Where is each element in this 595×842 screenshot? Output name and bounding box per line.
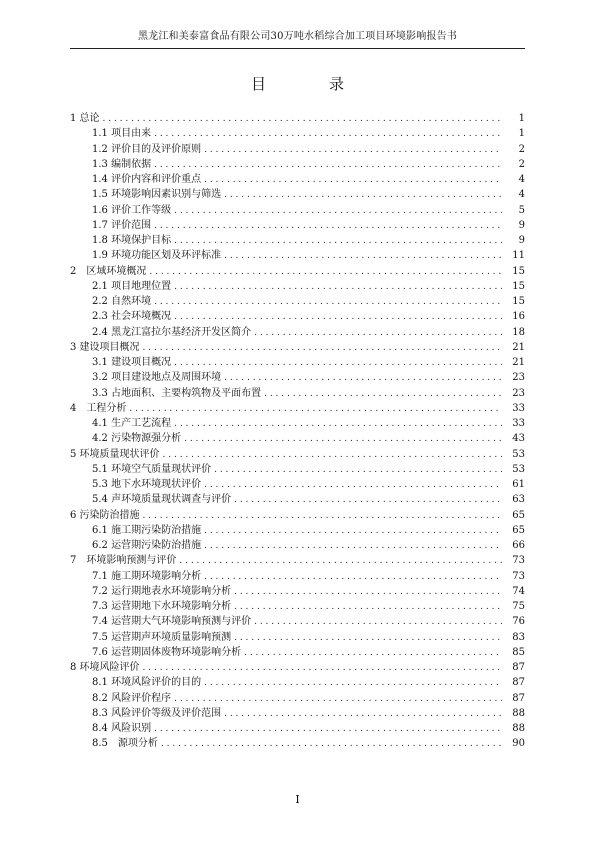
toc-section-entry[interactable] bbox=[70, 416, 525, 431]
toc-dot-leader bbox=[174, 417, 502, 431]
toc-chapter-entry[interactable] bbox=[70, 340, 525, 355]
toc-entry-label: 2.3 社会环境概况 bbox=[92, 311, 172, 323]
toc-entry-page: 23 bbox=[512, 372, 525, 384]
toc-entry-label: 7.5 运营期声环境质量影响预测 bbox=[92, 631, 232, 643]
toc-entry-label: 6.2 运营期污染防治措施 bbox=[92, 540, 202, 551]
toc-entry-page: 87 bbox=[512, 662, 525, 673]
toc-entry-page: 15 bbox=[512, 280, 525, 292]
toc-entry-label: 4 工程分析 bbox=[70, 402, 127, 414]
toc-dot-leader bbox=[179, 554, 502, 568]
toc-section-entry[interactable] bbox=[70, 706, 525, 721]
toc-section-entry[interactable] bbox=[70, 569, 525, 584]
toc-entry-label: 1.7 评价范围 bbox=[92, 219, 152, 231]
toc-entry-page: 63 bbox=[512, 494, 525, 506]
page-header: 黑龙江和美泰富食品有限公司30万吨水稻综合加工项目环境影响报告书 bbox=[137, 31, 458, 42]
toc-dot-leader bbox=[174, 234, 502, 248]
toc-entry-page: 11 bbox=[512, 250, 525, 262]
toc-dot-leader bbox=[234, 631, 502, 645]
toc-entry-label: 7.3 运营期地下水环境影响分析 bbox=[92, 601, 232, 612]
toc-entry-label: 8 环境风险评价 bbox=[70, 662, 140, 673]
toc-entry-label: 1.6 评价工作等级 bbox=[92, 204, 172, 216]
toc-chapter-entry[interactable] bbox=[70, 401, 525, 416]
toc-entry-label: 2.4 黑龙江富拉尔基经济开发区简介 bbox=[92, 326, 252, 338]
toc-dot-leader bbox=[174, 280, 502, 294]
toc-section-entry[interactable] bbox=[70, 294, 525, 309]
toc-entry-label: 2 区域环境概况 bbox=[70, 265, 147, 277]
toc-chapter-entry[interactable] bbox=[70, 660, 525, 675]
toc-dot-leader bbox=[103, 112, 502, 126]
toc-section-entry[interactable] bbox=[70, 218, 525, 233]
toc-section-entry[interactable] bbox=[70, 386, 525, 401]
toc-entry-page: 15 bbox=[512, 296, 525, 307]
toc-entry-page: 5 bbox=[518, 204, 525, 216]
toc-entry-label: 1.9 环境功能区划及环评标准 bbox=[92, 250, 222, 262]
toc-entry-page: 23 bbox=[512, 387, 525, 399]
toc-chapter-entry[interactable] bbox=[70, 264, 525, 279]
toc-entry-label: 1.3 编制依据 bbox=[92, 158, 152, 170]
toc-section-entry[interactable] bbox=[70, 645, 525, 660]
toc-dot-leader bbox=[163, 448, 502, 462]
toc-entry-page: 4 bbox=[518, 174, 525, 185]
toc-dot-leader bbox=[149, 265, 502, 279]
toc-entry-page: 2 bbox=[518, 143, 525, 155]
toc-dot-leader bbox=[204, 478, 502, 492]
toc-entry-label: 7.2 运行期地表水环境影响分析 bbox=[92, 585, 232, 597]
toc-entry-label: 8.1 环境风险评价的目的 bbox=[92, 677, 202, 689]
toc-entry-page: 33 bbox=[512, 418, 525, 429]
toc-dot-leader bbox=[204, 173, 502, 187]
toc-dot-leader bbox=[174, 204, 502, 218]
toc-section-entry[interactable] bbox=[70, 126, 525, 141]
toc-entry-page: 4 bbox=[518, 189, 525, 201]
toc-section-entry[interactable] bbox=[70, 157, 525, 172]
toc-entry-label: 1 总论 bbox=[70, 113, 100, 124]
toc-dot-leader bbox=[129, 402, 502, 416]
toc-entry-page: 85 bbox=[512, 646, 525, 658]
toc-entry-page: 61 bbox=[512, 479, 525, 490]
toc-dot-leader bbox=[224, 371, 502, 385]
toc-entry-page: 1 bbox=[518, 113, 525, 124]
toc-entry-label: 4.2 污染物源强分析 bbox=[92, 433, 182, 445]
toc-chapter-entry[interactable] bbox=[70, 508, 525, 523]
toc-section-entry[interactable] bbox=[70, 431, 525, 446]
toc-entry-page: 33 bbox=[512, 402, 525, 414]
toc-section-entry[interactable] bbox=[70, 203, 525, 218]
toc-dot-leader bbox=[234, 585, 502, 599]
toc-section-entry[interactable] bbox=[70, 736, 525, 751]
toc-entry-page: 87 bbox=[512, 692, 525, 704]
toc-entry-page: 87 bbox=[512, 677, 525, 689]
toc-entry-page: 90 bbox=[512, 738, 525, 750]
toc-entry-label: 1.5 环境影响因素识别与筛选 bbox=[92, 189, 222, 201]
toc-entry-page: 9 bbox=[518, 235, 525, 246]
toc-entry-page: 65 bbox=[512, 509, 525, 521]
toc-section-entry[interactable] bbox=[70, 325, 525, 340]
toc-section-entry[interactable] bbox=[70, 538, 525, 553]
toc-section-entry[interactable] bbox=[70, 142, 525, 157]
toc-entry-label: 7.6 运营期固体废物环境影响分析 bbox=[92, 646, 242, 658]
toc-dot-leader bbox=[204, 539, 502, 553]
toc-section-entry[interactable] bbox=[70, 172, 525, 187]
toc-entry-page: 83 bbox=[512, 631, 525, 643]
toc-section-entry[interactable] bbox=[70, 584, 525, 599]
toc-dot-leader bbox=[161, 737, 502, 751]
toc-entry-page: 53 bbox=[512, 463, 525, 475]
toc-section-entry[interactable] bbox=[70, 477, 525, 492]
toc-entry-label: 8.2 风险评价程序 bbox=[92, 692, 172, 704]
toc-entry-page: 15 bbox=[512, 265, 525, 277]
toc-entry-label: 2.2 自然环境 bbox=[92, 296, 152, 307]
toc-dot-leader bbox=[234, 600, 502, 614]
toc-chapter-entry[interactable] bbox=[70, 447, 525, 462]
toc-entry-page: 53 bbox=[512, 448, 525, 460]
toc-entry-label: 3.3 占地面积、主要构筑物及平面布置 bbox=[92, 387, 262, 399]
table-of-contents bbox=[70, 111, 525, 752]
toc-entry-label: 4.1 生产工艺流程 bbox=[92, 418, 172, 429]
toc-section-entry[interactable] bbox=[70, 630, 525, 645]
toc-entry-page: 73 bbox=[512, 570, 525, 582]
toc-entry-label: 7.1 施工期环境影响分析 bbox=[92, 570, 202, 582]
toc-section-entry[interactable] bbox=[70, 279, 525, 294]
toc-entry-label: 8.4 风险识别 bbox=[92, 723, 152, 734]
toc-entry-page: 21 bbox=[512, 357, 525, 368]
toc-entry-label: 8.3 风险评价等级及评价范围 bbox=[92, 707, 222, 719]
toc-entry-page: 21 bbox=[512, 341, 525, 353]
toc-entry-label: 3 建设项目概况 bbox=[70, 341, 140, 353]
toc-section-entry[interactable] bbox=[70, 309, 525, 324]
toc-section-entry[interactable] bbox=[70, 370, 525, 385]
toc-dot-leader bbox=[224, 249, 502, 263]
toc-entry-page: 88 bbox=[512, 723, 525, 734]
toc-entry-label: 2.1 项目地理位置 bbox=[92, 280, 172, 292]
toc-chapter-entry[interactable] bbox=[70, 553, 525, 568]
toc-section-entry[interactable] bbox=[70, 599, 525, 614]
toc-dot-leader bbox=[244, 646, 502, 660]
toc-dot-leader bbox=[154, 219, 502, 233]
toc-entry-page: 66 bbox=[512, 540, 525, 551]
toc-section-entry[interactable] bbox=[70, 187, 525, 202]
toc-entry-page: 1 bbox=[518, 128, 525, 140]
toc-entry-page: 2 bbox=[518, 158, 525, 170]
toc-dot-leader bbox=[174, 692, 502, 706]
toc-section-entry[interactable] bbox=[70, 721, 525, 736]
toc-dot-leader bbox=[174, 356, 502, 370]
toc-dot-leader bbox=[143, 661, 502, 675]
toc-entry-label: 5.4 声环境质量现状调查与评价 bbox=[92, 494, 232, 506]
toc-entry-label: 1.2 评价目的及评价原则 bbox=[92, 143, 202, 155]
toc-entry-page: 74 bbox=[512, 585, 525, 597]
toc-dot-leader bbox=[204, 524, 502, 538]
toc-entry-label: 1.1 项目由来 bbox=[92, 128, 152, 140]
toc-entry-label: 5 环境质量现状评价 bbox=[70, 448, 160, 460]
toc-entry-label: 6.1 施工期污染防治措施 bbox=[92, 524, 202, 536]
toc-dot-leader bbox=[254, 326, 502, 340]
toc-entry-label: 3.2 项目建设地点及周围环境 bbox=[92, 372, 222, 384]
toc-section-entry[interactable] bbox=[70, 248, 525, 263]
toc-section-entry[interactable] bbox=[70, 355, 525, 370]
toc-dot-leader bbox=[224, 188, 502, 202]
toc-entry-label: 7 环境影响预测与评价 bbox=[70, 555, 177, 567]
toc-dot-leader bbox=[174, 310, 502, 324]
toc-entry-label: 5.1 环境空气质量现状评价 bbox=[92, 463, 212, 475]
toc-entry-page: 43 bbox=[512, 433, 525, 445]
toc-dot-leader bbox=[254, 615, 502, 629]
toc-entry-label: 3.1 建设项目概况 bbox=[92, 357, 172, 368]
toc-entry-page: 16 bbox=[512, 311, 525, 323]
toc-dot-leader bbox=[204, 143, 502, 157]
toc-dot-leader bbox=[154, 127, 502, 141]
toc-dot-leader bbox=[154, 295, 502, 309]
toc-entry-label: 1.4 评价内容和评价重点 bbox=[92, 174, 202, 185]
header-divider bbox=[70, 48, 525, 49]
toc-entry-page: 18 bbox=[512, 326, 525, 338]
toc-dot-leader bbox=[154, 158, 502, 172]
toc-entry-page: 73 bbox=[512, 555, 525, 567]
toc-section-entry[interactable] bbox=[70, 675, 525, 690]
toc-section-entry[interactable] bbox=[70, 691, 525, 706]
toc-entry-label: 8.5 源项分析 bbox=[92, 738, 158, 750]
toc-dot-leader bbox=[154, 722, 502, 736]
toc-dot-leader bbox=[184, 432, 502, 446]
toc-dot-leader bbox=[264, 387, 502, 401]
toc-entry-page: 75 bbox=[512, 601, 525, 612]
toc-entry-label: 5.3 地下水环境现状评价 bbox=[92, 479, 202, 490]
toc-entry-page: 65 bbox=[512, 524, 525, 536]
toc-title: 目 录 bbox=[250, 75, 368, 93]
toc-dot-leader bbox=[214, 463, 502, 477]
toc-dot-leader bbox=[204, 570, 502, 584]
toc-section-entry[interactable] bbox=[70, 233, 525, 248]
toc-dot-leader bbox=[143, 341, 502, 355]
toc-section-entry[interactable] bbox=[70, 492, 525, 507]
toc-entry-page: 88 bbox=[512, 707, 525, 719]
toc-entry-label: 6 污染防治措施 bbox=[70, 509, 140, 521]
toc-dot-leader bbox=[224, 707, 502, 721]
toc-entry-page: 9 bbox=[518, 219, 525, 231]
toc-section-entry[interactable] bbox=[70, 462, 525, 477]
toc-dot-leader bbox=[234, 493, 502, 507]
toc-entry-page: 76 bbox=[512, 616, 525, 628]
toc-entry-label: 7.4 运营期大气环境影响预测与评价 bbox=[92, 616, 252, 628]
toc-dot-leader bbox=[204, 676, 502, 690]
toc-entry-label: 1.8 环境保护目标 bbox=[92, 235, 172, 246]
toc-section-entry[interactable] bbox=[70, 614, 525, 629]
toc-chapter-entry[interactable] bbox=[70, 111, 525, 126]
toc-section-entry[interactable] bbox=[70, 523, 525, 538]
page-number: I bbox=[295, 793, 300, 806]
toc-dot-leader bbox=[143, 509, 502, 523]
